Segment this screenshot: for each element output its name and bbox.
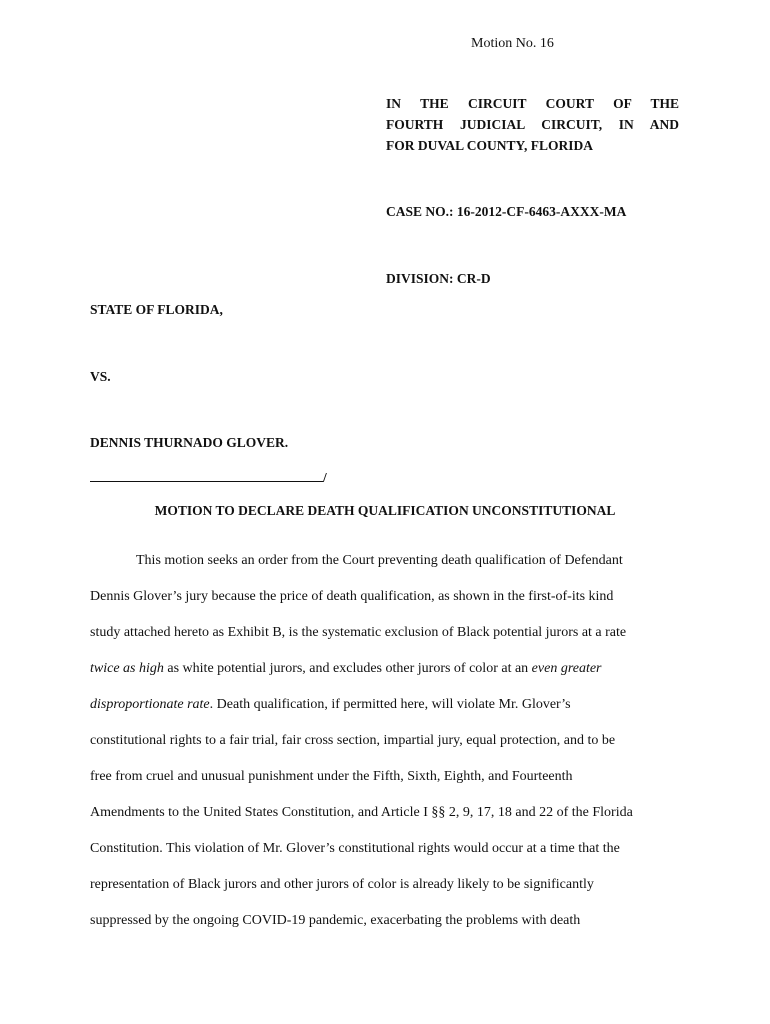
emphasis-text: disproportionate rate xyxy=(90,697,210,712)
defendant-name: DENNIS THURNADO GLOVER. xyxy=(90,435,289,450)
motion-number: Motion No. 16 xyxy=(471,36,554,51)
case-number: CASE NO.: 16-2012-CF-6463-AXXX-MA xyxy=(386,204,627,219)
motion-title: MOTION TO DECLARE DEATH QUALIFICATION UNCONSTITUTIONAL xyxy=(154,503,616,518)
motion-body xyxy=(90,549,670,945)
body-line: Constitution. This violation of Mr. Glover’s constitutional rights would occur at a time that the xyxy=(90,841,620,856)
body-line: free from cruel and unusual punishment under the Fifth, Sixth, Eighth, and Fourteenth xyxy=(90,769,573,784)
court-line: FOR DUVAL COUNTY, FLORIDA xyxy=(386,138,594,153)
body-line xyxy=(90,657,670,693)
body-line: suppressed by the ongoing COVID-19 pandemic, exacerbating the problems with death xyxy=(90,913,581,928)
caption-rule xyxy=(90,467,327,486)
body-line: Dennis Glover’s jury because the price of death qualification, as shown in the first-of-its kind xyxy=(90,589,614,604)
body-line xyxy=(90,693,670,729)
court-line: IN THE CIRCUIT COURT OF THE xyxy=(386,96,679,111)
emphasis-text: even greater xyxy=(531,661,602,676)
emphasis-text: twice as high xyxy=(90,661,164,676)
body-line: This motion seeks an order from the Court preventing death qualification of Defendant xyxy=(136,553,623,568)
body-text-segment: as white potential jurors, and excludes other jurors of color at an xyxy=(163,661,532,676)
body-line: representation of Black jurors and other jurors of color is already likely to be significantly xyxy=(90,877,594,892)
plaintiff-name: STATE OF FLORIDA, xyxy=(90,302,223,317)
division: DIVISION: CR-D xyxy=(386,271,491,286)
court-caption xyxy=(386,93,679,156)
body-text-segment: . Death qualification, if permitted here, will violate Mr. Glover’s xyxy=(209,697,571,712)
caption-slash: / xyxy=(323,470,327,485)
caption-underline xyxy=(90,467,323,482)
versus-label: VS. xyxy=(90,369,111,384)
body-line: constitutional rights to a fair trial, fair cross section, impartial jury, equal protection, and to be xyxy=(90,733,616,748)
court-line: FOURTH JUDICIAL CIRCUIT, IN AND xyxy=(386,117,679,132)
body-line: study attached hereto as Exhibit B, is the systematic exclusion of Black potential jurors at a rate xyxy=(90,625,627,640)
body-line: Amendments to the United States Constitution, and Article I §§ 2, 9, 17, 18 and 22 of the Florida xyxy=(90,805,633,820)
